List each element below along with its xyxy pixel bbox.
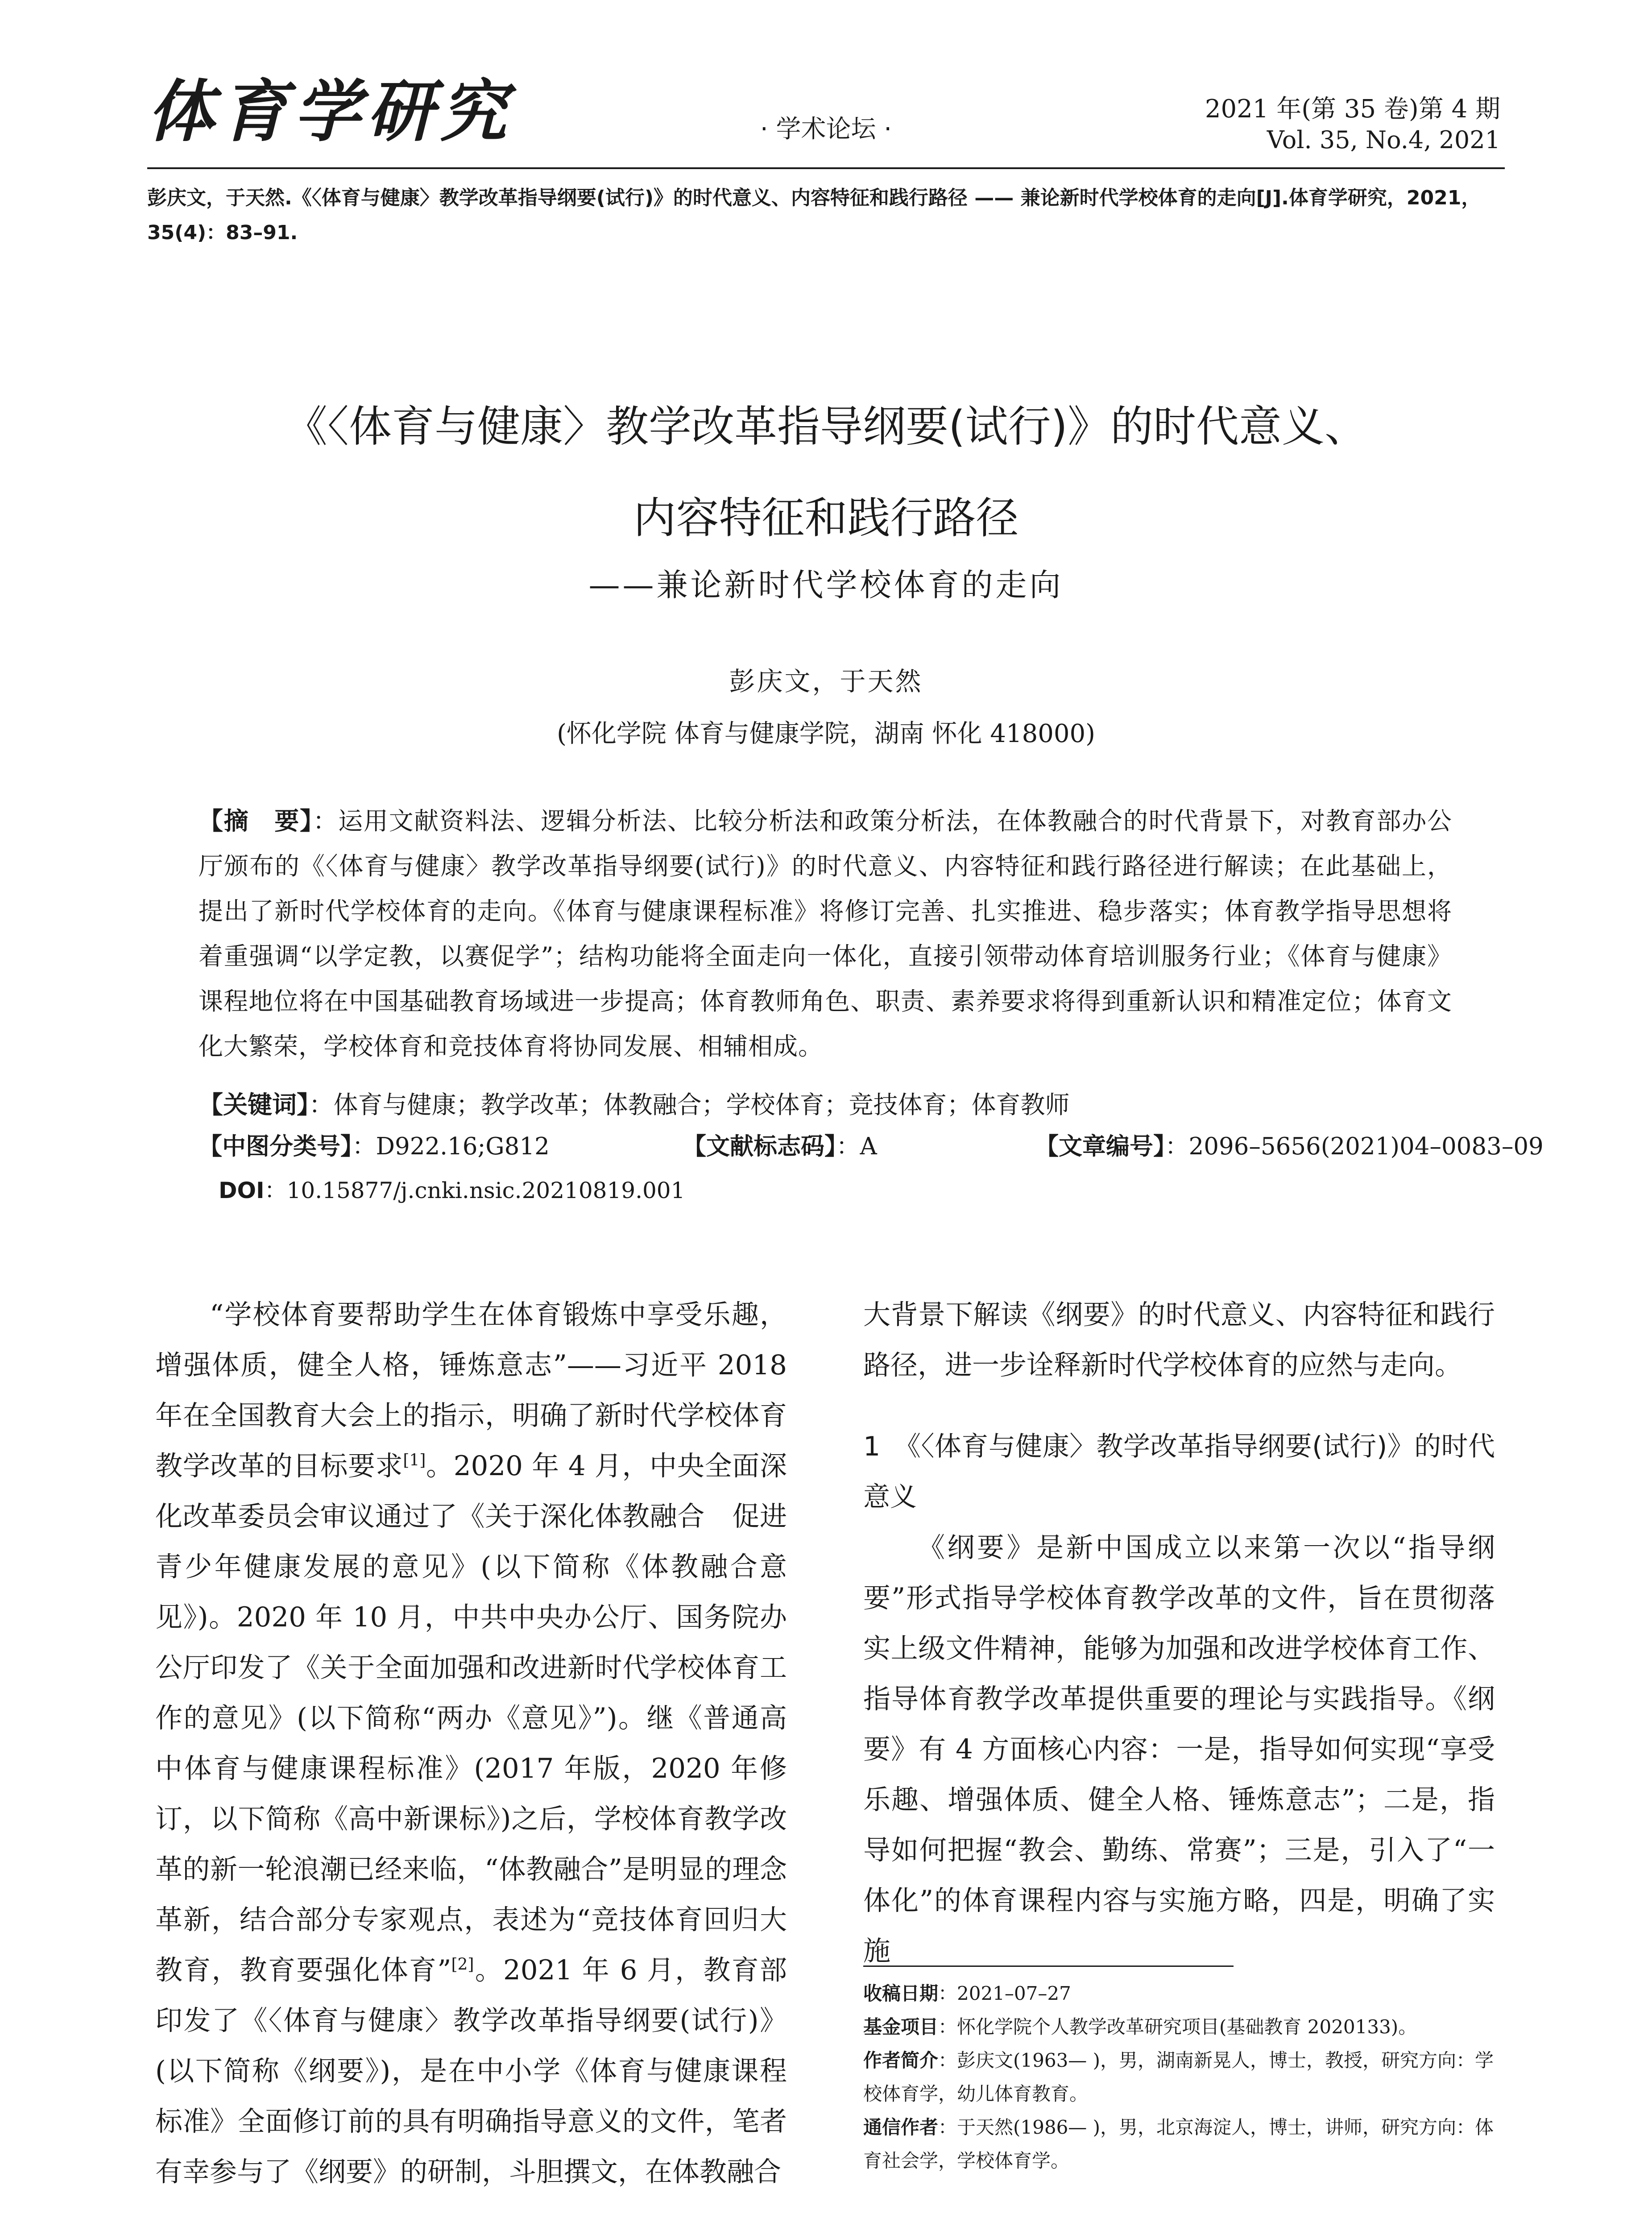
keywords-label: 【关键词】 [199, 1091, 309, 1119]
footnote-received [863, 1977, 1495, 2010]
received-label: 收稿日期 [863, 1982, 939, 2004]
doi [219, 1173, 685, 1205]
authors: 彭庆文，于天然 [729, 666, 923, 697]
abstract-text: ：运用文献资料法、逻辑分析法、比较分析法和政策分析法，在体教融合的时代背景下，对教育部办公厅颁布的《〈体育与健康〉教学改革指导纲要(试行)》的时代意义、内容特征和践行路径进行解读；在此基础上，提出了新时代学校体育的走向。《体育与健康课程标准》将修订完善、扎实推进、稳步落实；体育教学指导思想将着重强调“以学定教，以赛促学”；结构功能将全面走向一体化，直接引领带动体育培训服务行业；《体育与健康》课程地位将在中国基础教育场域进一步提高；体育教师角色、职责、素养要求将得到重新认识和精准定位；体育文化大繁荣，学校体育和竞技体育将协同发展、相辅相成。 [199, 807, 1452, 1061]
section-tag: · 学术论坛 · [760, 115, 892, 144]
fund-value: ：怀化学院个人教学改革研究项目(基础教育 2020133)。 [938, 2016, 1417, 2038]
doi-value: ：10.15877/j.cnki.nsic.20210819.001 [264, 1178, 685, 1203]
section-1-paragraph: 《纲要》是新中国成立以来第一次以“指导纲要”形式指导学校体育教学改革的文件，旨在贯彻落实上级文件精神，能够为加强和改进学校体育工作、指导体育教学改革提供重要的理论与实践指导。《纲要》有 4 方面核心内容：一是，指导如何实现“享受乐趣、增强体质、健全人格、锤炼意志”；二是，指导如何把握“教会、勤练、常赛”；三是，引入了“一体化”的体育课程内容与实施方略，四是，明确了实施 [863, 1532, 1495, 1967]
body-left-column [155, 1290, 787, 2197]
paper-title-line2: 内容特征和践行路径 [633, 493, 1019, 543]
clc-value: ：D922.16;G812 [352, 1133, 550, 1160]
intro-paragraph [155, 1290, 787, 2197]
clc-label: 【中图分类号】 [199, 1133, 352, 1160]
abstract [199, 799, 1452, 1069]
paper-title-line1: 《〈体育与健康〉教学改革指导纲要(试行)》的时代意义、 [285, 402, 1367, 452]
paper-subtitle: ——兼论新时代学校体育的走向 [588, 567, 1064, 603]
ref-1: [1] [403, 1451, 426, 1470]
clc-number [199, 1128, 550, 1161]
document-code [683, 1128, 877, 1161]
journal-logo: 体育学研究 [147, 72, 513, 151]
doi-label: DOI [219, 1178, 265, 1203]
abstract-label: 【摘 要】 [199, 807, 313, 835]
article-number-value: ：2096–5656(2021)04–0083–09 [1165, 1133, 1544, 1160]
corr-value: ：于天然(1986— )，男，北京海淀人，博士，讲师，研究方向：体育社会学，学校体育学。 [863, 2116, 1494, 2172]
intro-text-a: “学校体育要帮助学生在体育锻炼中享受乐趣，增强体质，健全人格，锤炼意志”——习近平 2018 年在全国教育大会上的指示，明确了新时代学校体育教学改革的目标要求 [155, 1299, 787, 1482]
issue-chinese: 2021 年(第 35 卷)第 4 期 [1205, 95, 1500, 124]
issue-english: Vol. 35, No.4, 2021 [1267, 126, 1500, 154]
footnote-correspondence [863, 2111, 1495, 2177]
intro-text-c: 。2021 年 6 月，教育部印发了《〈体育与健康〉教学改革指导纲要(试行)》(以下简称《纲要》)，是在中小学《体育与健康课程标准》全面修订前的具有明确指导意义的文件，笔者有幸参与了《纲要》的研制，斗胆撰文，在体教融合 [155, 1954, 787, 2188]
corr-label: 通信作者 [863, 2116, 939, 2138]
section-1-heading: 1 《〈体育与健康〉教学改革指导纲要(试行)》的时代意义 [863, 1431, 1495, 1513]
footnote-author [863, 2044, 1495, 2111]
author-label: 作者简介 [863, 2049, 939, 2071]
body-right-column [863, 1290, 1495, 1976]
citation: 彭庆文，于天然.《〈体育与健康〉教学改革指导纲要(试行)》的时代意义、内容特征和践行路径 —— 兼论新时代学校体育的走向[J].体育学研究，2021，35(4)：83–91. [147, 187, 1481, 244]
keywords-text: ：体育与健康；教学改革；体教融合；学校体育；竞技体育；体育教师 [309, 1091, 1070, 1119]
keywords [199, 1082, 1452, 1128]
affiliation: (怀化学院 体育与健康学院，湖南 怀化 418000) [557, 719, 1095, 748]
header-rule [147, 167, 1505, 169]
article-number [1035, 1128, 1544, 1161]
footnote-rule [863, 1966, 1234, 1967]
footnote-fund [863, 2010, 1495, 2044]
article-number-label: 【文章编号】 [1035, 1133, 1165, 1160]
author-value: ：彭庆文(1963— )，男，湖南新晃人，博士，教授，研究方向：学校体育学，幼儿体育教育。 [863, 2049, 1494, 2105]
intro-text-b: 。2020 年 4 月，中央全面深化改革委员会审议通过了《关于深化体教融合 促进青少年健康发展的意见》(以下简称《体教融合意见》)。2020 年 10 月，中共中央办公厅、国务院办公厅印发了《关于全面加强和改进新时代学校体育工作的意见》(以下简称“两办《意见》”)。继《普通高中体育与健康课程标准》(2017 年版，2020 年修订，以下简称《高中新课标》)之后，学校体育教学改革的新一轮浪潮已经来临，“体教融合”是明显的理念革新，结合部分专家观点，表述为“竞技体育回归大教育，教育要强化体育” [155, 1450, 787, 1986]
ref-2: [2] [451, 1955, 474, 1974]
footnotes [863, 1977, 1495, 2177]
doc-code-label: 【文献标志码】 [683, 1133, 836, 1160]
received-value: ：2021–07–27 [938, 1982, 1071, 2004]
doc-code-value: ：A [836, 1133, 877, 1160]
intro-continuation: 大背景下解读《纲要》的时代意义、内容特征和践行路径，进一步诠释新时代学校体育的应然与走向。 [863, 1299, 1495, 1381]
fund-label: 基金项目 [863, 2016, 939, 2038]
